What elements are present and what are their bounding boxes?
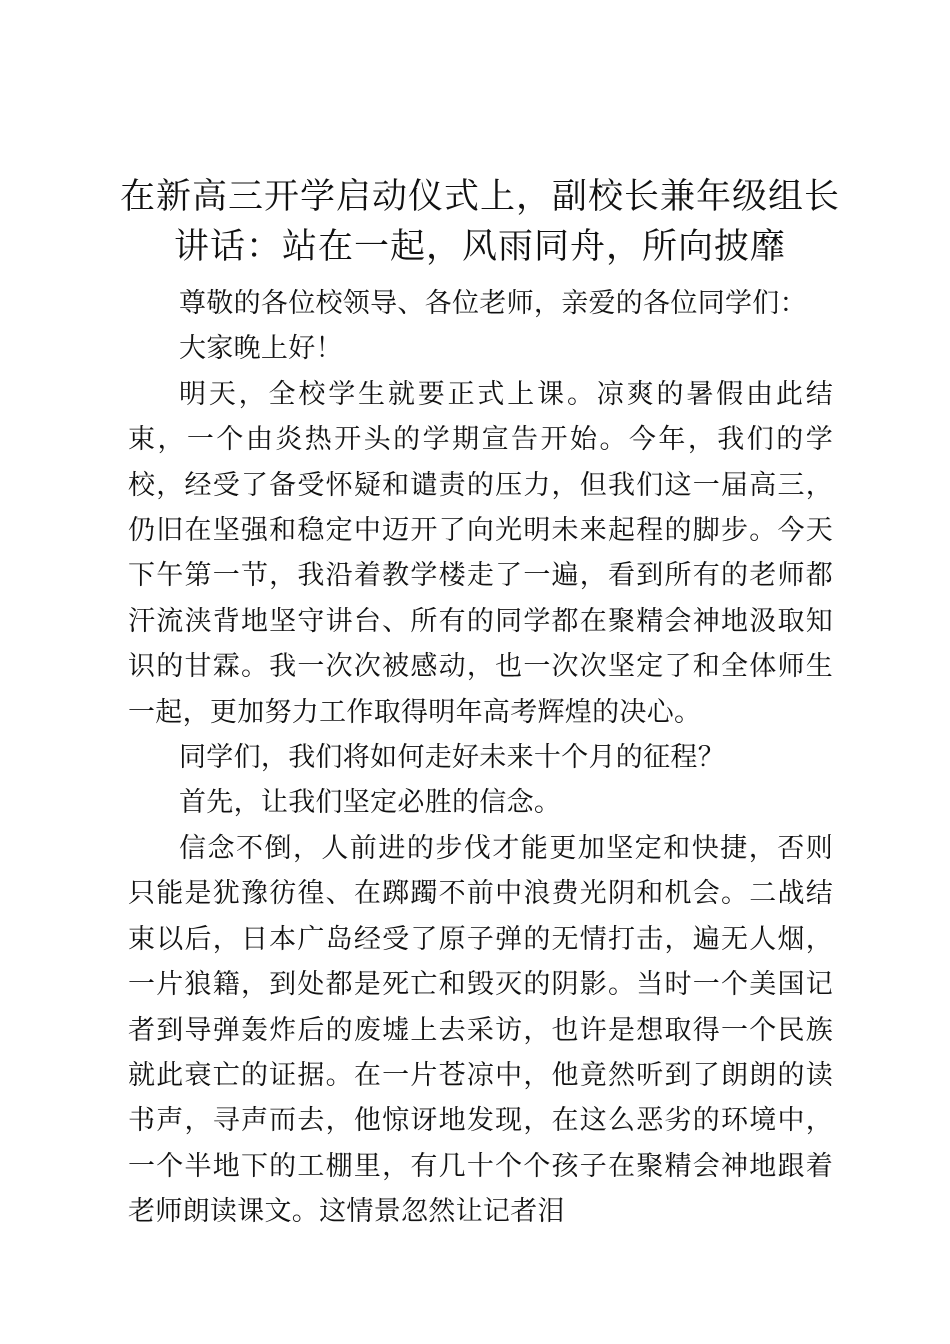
- body-paragraph: 首先，让我们坚定必胜的信念。: [179, 787, 562, 819]
- document-title: 在新高三开学启动仪式上，副校长兼年级组长讲话：站在一起，风雨同舟，所向披靡: [120, 177, 841, 267]
- salutation: 尊敬的各位校领导、各位老师，亲爱的各位同学们：: [179, 288, 807, 319]
- body-paragraph: 同学们，我们将如何走好未来十个月的征程？: [179, 742, 725, 774]
- body-paragraph: 明天，全校学生就要正式上课。凉爽的暑假由此结束，一个由炎热开头的学期宣告开始。今年，我们的学校，经受了备受怀疑和谴责的压力，但我们这一届高三，仍旧在坚强和稳定中迈开了向光明未来起程的脚步。今天下午第一节，我沿着教学楼走了一遍，看到所有的老师都汗流浃背地坚守讲台、所有的同学都在聚精会神地汲取知识的甘霖。我一次次被感动，也一次次坚定了和全体师生一起，更加努力工作取得明年高考辉煌的决心。: [128, 378, 833, 728]
- document-body: [128, 281, 833, 1235]
- greeting: 大家晚上好！: [179, 333, 343, 365]
- body-paragraph: 信念不倒，人前进的步伐才能更加坚定和快捷，否则只能是犹豫彷徨、在踯躅不前中浪费光阴和机会。二战结束以后，日本广岛经受了原子弹的无情打击，遍无人烟，一片狼籍，到处都是死亡和毁灭的阴影。当时一个美国记者到导弹轰炸后的废墟上去采访，也许是想取得一个民族就此衰亡的证据。在一片苍凉中，他竟然听到了朗朗的读书声，寻声而去，他惊讶地发现，在这么恶劣的环境中，一个半地下的工棚里，有几十个个孩子在聚精会神地跟着老师朗读课文。这情景忽然让记者泪: [128, 832, 833, 1228]
